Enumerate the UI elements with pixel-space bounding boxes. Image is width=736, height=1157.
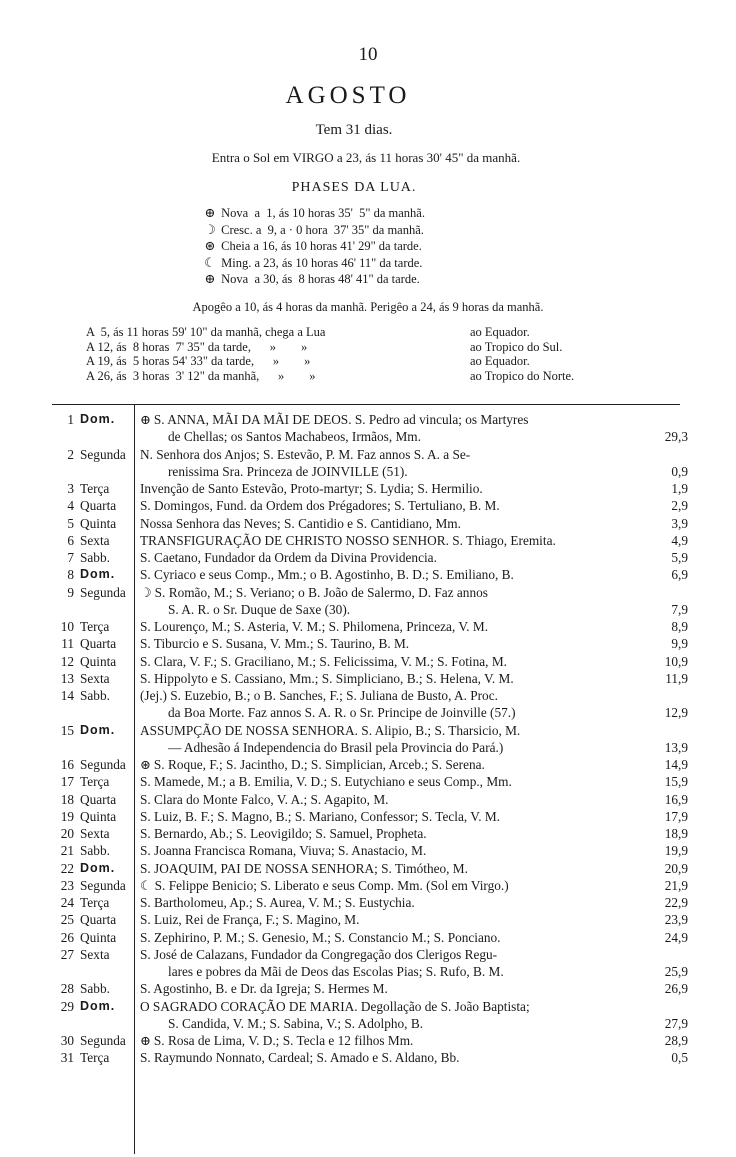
weekday: Dom. <box>80 412 116 426</box>
weekday: Quarta <box>80 912 117 928</box>
day-number: 5 <box>67 515 74 531</box>
weekday: Sexta <box>80 670 110 686</box>
saints-text-continued: lares e pobres da Mãi de Deos das Escolas Pias; S. Rufo, B. M. <box>168 964 504 979</box>
saints-text: S. Hippolyto e S. Cassiano, Mm.; S. Simpliciano, B.; S. Helena, V. M. <box>140 670 514 686</box>
equator-destination: ao Equador. <box>470 325 530 339</box>
day-number: 11 <box>61 636 74 652</box>
saints-text-continued: de Chellas; os Santos Machabeos, Irmãos, Mm. <box>168 429 421 445</box>
weekday: Sabb. <box>80 843 110 859</box>
saints-text: Nossa Senhora das Neves; S. Cantidio e S. Cantidiano, Mm. <box>140 515 461 531</box>
day-number: 29 <box>60 998 74 1014</box>
moon-age-value: 2,9 <box>671 498 688 514</box>
moon-phase-icon: ⊕ <box>140 1033 151 1048</box>
moon-age-value: 4,9 <box>671 532 688 548</box>
moon-age-value: 19,9 <box>664 843 688 859</box>
days-count: Tem 31 dias. <box>315 122 393 138</box>
moon-phase-icon: ☽ <box>204 221 216 237</box>
weekday: Quarta <box>80 498 117 514</box>
weekday: Dom. <box>80 860 116 875</box>
day-number: 22 <box>60 860 74 876</box>
saints-text: S. Bernardo, Ab.; S. Leovigildo; S. Samuel, Propheta. <box>140 826 427 841</box>
saints-text: O SAGRADO CORAÇÃO DE MARIA. Degollação de S. João Baptista; <box>140 998 530 1014</box>
weekday: Dom. <box>80 998 116 1013</box>
weekday: Terça <box>80 1050 110 1066</box>
weekday: Segunda <box>80 584 126 600</box>
weekday: Quarta <box>80 636 117 652</box>
moon-age-value: 3,9 <box>671 515 688 531</box>
phases-title: PHASES DA LUA. <box>291 180 417 195</box>
moon-age-value: 6,9 <box>671 567 688 583</box>
saints-text-continued: S. A. R. o Sr. Duque de Saxe (30). <box>168 601 351 617</box>
moon-age-value: 8,9 <box>671 619 688 634</box>
saints-text: S. Agostinho, B. e Dr. da Igreja; S. Hermes M. <box>140 981 388 997</box>
weekday: Quinta <box>80 515 117 531</box>
moon-phase-icon: ⊕ <box>140 412 151 427</box>
moon-age-value: 0,5 <box>671 1050 688 1066</box>
saints-text: S. Cyriaco e seus Comp., Mm.; o B. Agostinho, B. D.; S. Emiliano, B. <box>140 567 514 583</box>
saints-text: S. Clara, V. F.; S. Graciliano, M.; S. Felicissima, V. M.; S. Fotina, M. <box>140 653 507 669</box>
table-column-divider <box>134 404 135 1154</box>
equator-time: A 26, ás 3 horas 3' 12" da manhã, » » <box>86 368 316 383</box>
weekday: Quinta <box>80 808 117 824</box>
day-number: 18 <box>60 791 74 807</box>
moon-age-value: 16,9 <box>664 791 688 807</box>
day-number: 12 <box>60 653 74 669</box>
day-number: 26 <box>60 929 74 945</box>
saints-text-continued: — Adhesão á Independencia do Brasil pela Provincia do Pará.) <box>168 739 504 755</box>
equator-time: A 19, ás 5 horas 54' 33" da tarde, » » <box>86 354 311 368</box>
saints-text: ⊕ S. Rosa de Lima, V. D.; S. Tecla e 12 filhos Mm. <box>140 1033 414 1048</box>
moon-phase-icon: ☾ <box>140 877 152 893</box>
moon-age-value: 1,9 <box>671 481 688 496</box>
phase-line <box>202 238 422 254</box>
moon-age-value: 26,9 <box>664 981 688 997</box>
saints-text: S. Caetano, Fundador da Ordem da Divina Providencia. <box>140 550 437 565</box>
weekday: Quinta <box>80 653 117 669</box>
weekday: Sabb. <box>80 688 110 703</box>
saints-text: S. Mamede, M.; a B. Emilia, V. D.; S. Eutychiano e seus Comp., Mm. <box>140 774 512 790</box>
moon-age-value: 23,9 <box>664 912 688 928</box>
saints-text: ASSUMPÇÃO DE NOSSA SENHORA. S. Alipio, B.; S. Tharsicio, M. <box>140 722 521 738</box>
moon-phase-icon: ⊛ <box>204 238 216 253</box>
weekday: Dom. <box>80 722 116 737</box>
saints-text: S. JOAQUIM, PAI DE NOSSA SENHORA; S. Timótheo, M. <box>140 860 468 876</box>
day-number: 10 <box>60 619 74 634</box>
weekday: Sabb. <box>80 550 110 565</box>
moon-age-value: 17,9 <box>664 808 688 824</box>
day-number: 13 <box>60 670 74 686</box>
moon-age-value: 13,9 <box>664 739 688 755</box>
saints-text: S. Lourenço, M.; S. Asteria, V. M.; S. Philomena, Princeza, V. M. <box>140 619 489 634</box>
weekday: Segunda <box>80 1033 126 1048</box>
saints-text: S. Zephirino, P. M.; S. Genesio, M.; S. Constancio M.; S. Ponciano. <box>140 929 501 945</box>
saints-text: N. Senhora dos Anjos; S. Estevão, P. M. Faz annos S. A. a Se- <box>140 446 471 462</box>
moon-age-value: 29,3 <box>664 429 688 445</box>
saints-text-continued: da Boa Morte. Faz annos S. A. R. o Sr. Principe de Joinville (57.) <box>168 705 516 721</box>
saints-text: S. Clara do Monte Falco, V. A.; S. Agapito, M. <box>140 791 389 807</box>
weekday: Dom. <box>80 567 116 582</box>
saints-text: S. Joanna Francisca Romana, Viuva; S. Anastacio, M. <box>140 843 427 859</box>
day-number: 9 <box>67 584 74 600</box>
saints-text: Invenção de Santo Estevão, Proto-martyr; S. Lydia; S. Hermilio. <box>140 481 483 496</box>
day-number: 19 <box>60 808 74 824</box>
saints-text: TRANSFIGURAÇÃO DE CHRISTO NOSSO SENHOR. S. Thiago, Eremita. <box>140 532 556 548</box>
moon-age-value: 27,9 <box>664 1015 688 1031</box>
saints-text: ⊛ S. Roque, F.; S. Jacintho, D.; S. Simplician, Arceb.; S. Serena. <box>140 757 485 772</box>
phase-text: Cheia a 16, ás 10 horas 41' 29" da tarde. <box>218 239 422 253</box>
saints-text: ☽ S. Romão, M.; S. Veriano; o B. João de Salermo, D. Faz annos <box>140 584 488 600</box>
moon-age-value: 0,9 <box>671 463 688 479</box>
moon-age-value: 18,9 <box>664 826 688 841</box>
day-number: 17 <box>60 774 74 790</box>
moon-age-value: 22,9 <box>664 895 688 910</box>
moon-age-value: 10,9 <box>664 653 688 669</box>
equator-destination: ao Tropico do Norte. <box>470 368 575 383</box>
saints-text-continued: renissima Sra. Princeza de JOINVILLE (51). <box>168 463 408 479</box>
moon-age-value: 9,9 <box>671 636 688 652</box>
saints-text-continued: S. Candida, V. M.; S. Sabina, V.; S. Adolpho, B. <box>168 1015 424 1031</box>
phase-text: Nova a 30, ás 8 horas 48' 41" da tarde. <box>218 272 420 286</box>
weekday: Segunda <box>80 757 126 772</box>
saints-text: S. Luiz, B. F.; S. Magno, B.; S. Mariano, Confessor; S. Tecla, V. M. <box>140 808 500 824</box>
day-number: 4 <box>67 498 74 514</box>
saints-text: S. José de Calazans, Fundador da Congregação dos Clerigos Regu- <box>140 946 498 962</box>
phase-text: Ming. a 23, ás 10 horas 46' 11" da tarde. <box>218 255 423 270</box>
weekday: Segunda <box>80 877 126 893</box>
moon-age-value: 24,9 <box>664 929 688 945</box>
day-number: 16 <box>60 757 74 772</box>
page-number: 10 <box>358 44 378 65</box>
day-number: 28 <box>60 981 74 997</box>
weekday: Segunda <box>80 446 126 462</box>
phase-line <box>202 271 420 287</box>
moon-age-value: 7,9 <box>671 601 688 617</box>
moon-age-value: 20,9 <box>664 860 688 876</box>
weekday: Terça <box>80 619 110 634</box>
saints-text: S. Tiburcio e S. Susana, V. Mm.; S. Taurino, B. M. <box>140 636 410 652</box>
moon-age-value: 12,9 <box>664 705 688 721</box>
apogee-perigee-line: Apogêo a 10, ás 4 horas da manhã. Perigêo a 24, ás 9 horas da manhã. <box>192 300 544 314</box>
day-number: 6 <box>67 532 74 548</box>
moon-phase-icon: ☾ <box>204 254 216 270</box>
phase-text: Cresc. a 9, a · 0 hora 37' 35" da manhã. <box>218 222 424 237</box>
moon-age-value: 5,9 <box>671 550 688 565</box>
equator-destination: ao Tropico do Sul. <box>470 339 563 354</box>
weekday: Sabb. <box>80 981 110 997</box>
weekday: Sexta <box>80 532 110 548</box>
day-number: 30 <box>60 1033 74 1048</box>
equator-time: A 12, ás 8 horas 7' 35" da tarde, » » <box>86 339 308 354</box>
weekday: Terça <box>80 895 110 910</box>
day-number: 27 <box>60 946 74 962</box>
moon-age-value: 14,9 <box>664 757 688 772</box>
day-number: 24 <box>60 895 74 910</box>
weekday: Quarta <box>80 791 117 807</box>
moon-phase-icon: ⊕ <box>204 271 216 286</box>
day-number: 21 <box>60 843 74 859</box>
moon-age-value: 15,9 <box>664 774 688 790</box>
day-number: 14 <box>60 688 74 703</box>
weekday: Quinta <box>80 929 117 945</box>
moon-age-value: 21,9 <box>664 877 688 893</box>
saints-text: S. Bartholomeu, Ap.; S. Aurea, V. M.; S. Eustychia. <box>140 895 415 910</box>
moon-phase-icon: ⊛ <box>140 757 151 772</box>
day-number: 20 <box>60 826 74 841</box>
day-number: 23 <box>60 877 74 893</box>
saints-text: ☾ S. Felippe Benicio; S. Liberato e seus Comp. Mm. (Sol em Virgo.) <box>140 877 509 893</box>
weekday: Terça <box>80 481 110 496</box>
moon-age-value: 11,9 <box>665 670 688 686</box>
moon-age-value: 28,9 <box>664 1033 688 1048</box>
phase-line <box>202 205 425 221</box>
saints-text: S. Raymundo Nonnato, Cardeal; S. Amado e S. Aldano, Bb. <box>140 1050 460 1066</box>
phase-text: Nova a 1, ás 10 horas 35' 5" da manhã. <box>218 206 425 220</box>
equator-time: A 5, ás 11 horas 59' 10" da manhã, chega a Lua <box>86 325 326 339</box>
day-number: 31 <box>60 1050 74 1066</box>
sun-entry-line: Entra o Sol em VIRGO a 23, ás 11 horas 30' 45" da manhã. <box>211 150 521 165</box>
month-title: AGOSTO <box>285 82 411 109</box>
saints-text: S. Luiz, Rei de França, F.; S. Magino, M. <box>140 912 360 928</box>
table-top-rule <box>52 404 680 405</box>
saints-text: S. Domingos, Fund. da Ordem dos Prégadores; S. Tertuliano, B. M. <box>140 498 500 514</box>
saints-text: (Jej.) S. Euzebio, B.; o B. Sanches, F.; S. Juliana de Busto, A. Proc. <box>140 688 498 703</box>
day-number: 8 <box>67 567 74 583</box>
equator-destination: ao Equador. <box>470 354 530 368</box>
day-number: 25 <box>60 912 74 928</box>
day-number: 15 <box>60 722 74 738</box>
weekday: Terça <box>80 774 110 790</box>
day-number: 3 <box>67 481 74 496</box>
day-number: 2 <box>67 446 74 462</box>
phase-line <box>202 222 424 238</box>
day-number: 7 <box>67 550 74 565</box>
moon-age-value: 25,9 <box>664 964 688 979</box>
phase-line <box>202 255 422 271</box>
moon-phase-icon: ☽ <box>140 584 152 600</box>
moon-phase-icon: ⊕ <box>204 205 216 220</box>
day-number: 1 <box>67 412 74 427</box>
weekday: Sexta <box>80 826 110 841</box>
weekday: Sexta <box>80 946 110 962</box>
saints-text: ⊕ S. ANNA, MÃI DA MÃI DE DEOS. S. Pedro ad vincula; os Martyres <box>140 412 529 427</box>
